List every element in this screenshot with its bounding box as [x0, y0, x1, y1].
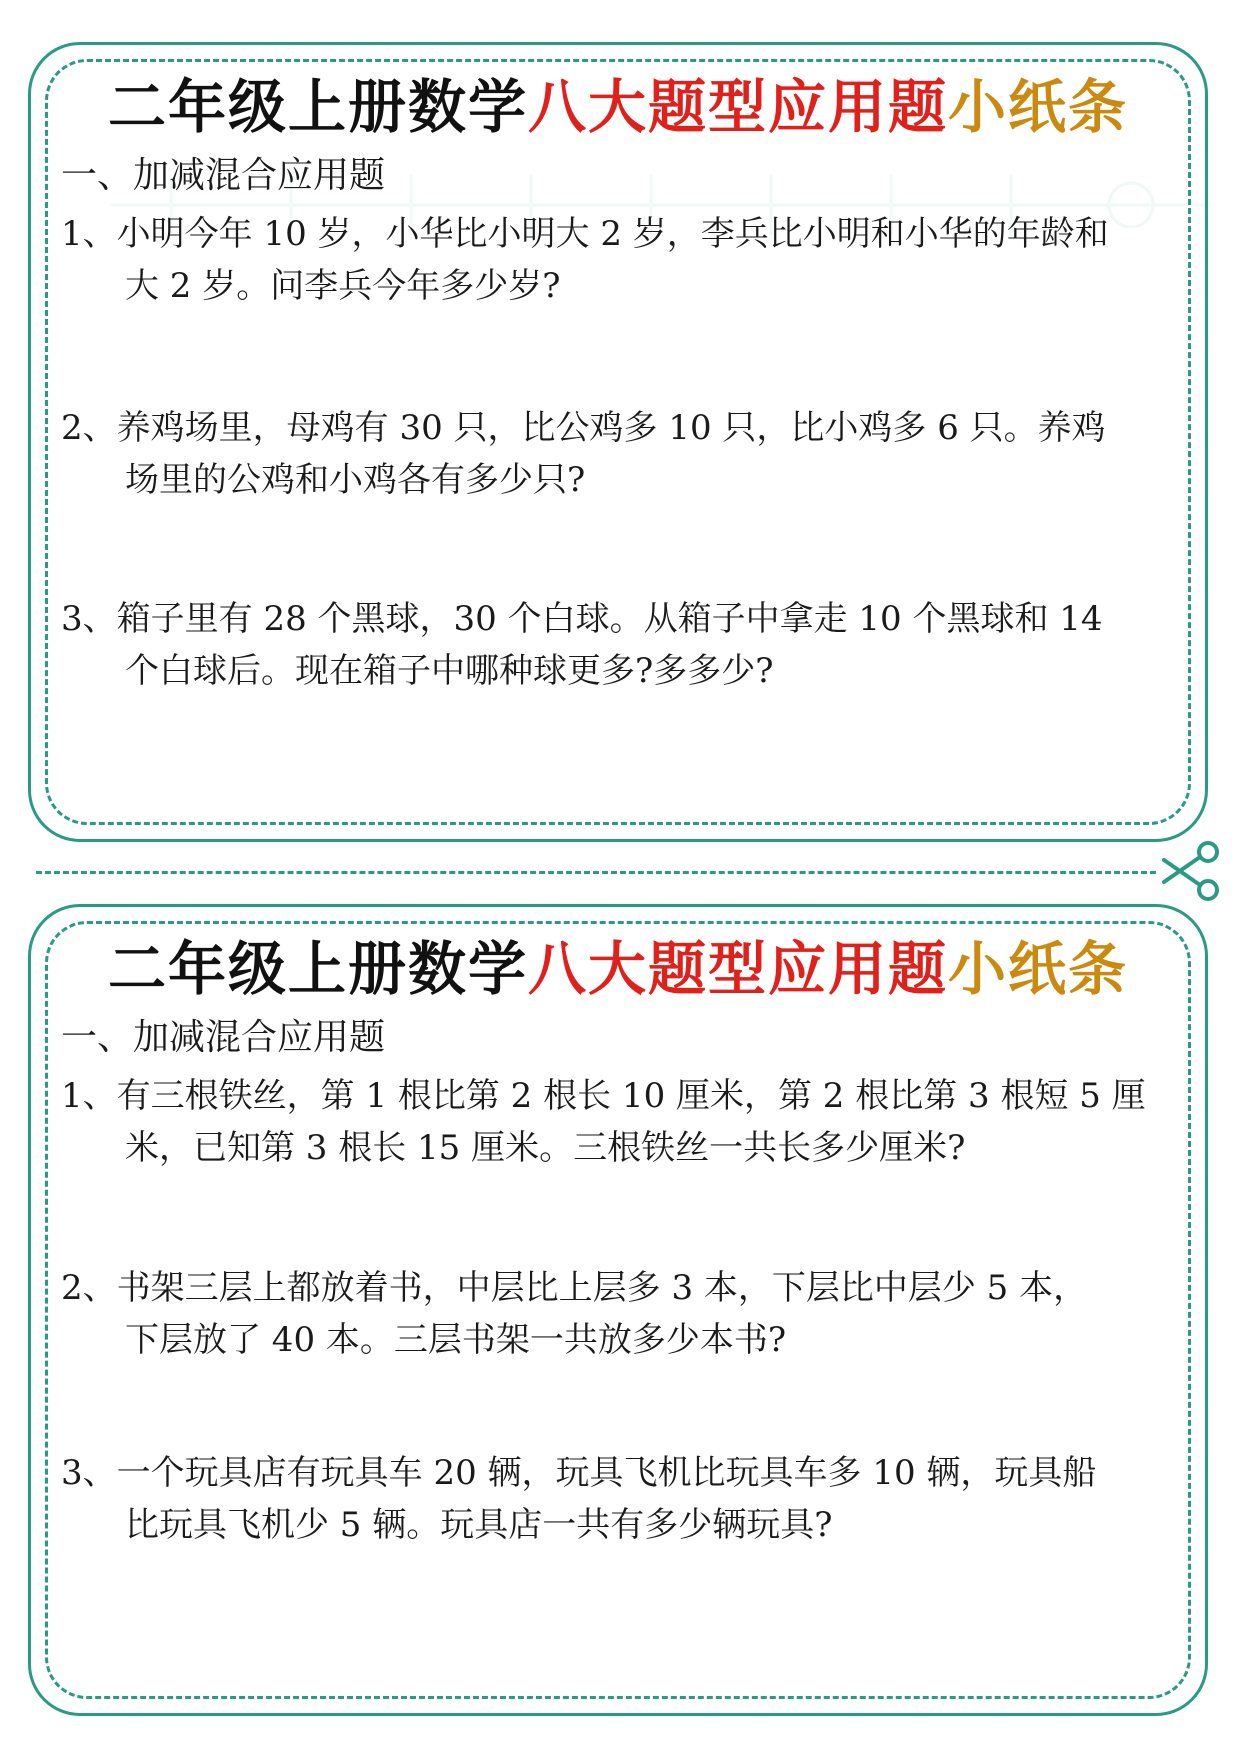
title-part-black: 二年级上册数学 — [107, 935, 528, 1003]
section-heading: 一、加减混合应用题 — [61, 155, 386, 196]
problem-line: 3、箱子里有 28 个黑球，30 个白球。从箱子中拿走 10 个黑球和 14 — [61, 599, 1103, 639]
problem-item — [61, 208, 1191, 312]
problem-item — [61, 1447, 1191, 1551]
problem-item — [61, 593, 1191, 697]
cut-line — [36, 871, 1156, 874]
problem-line: 2、养鸡场里，母鸡有 30 只，比公鸡多 10 只，比小鸡多 6 只。养鸡 — [61, 408, 1106, 448]
title-part-black: 二年级上册数学 — [107, 73, 528, 141]
title-part-gold: 小纸条 — [948, 935, 1129, 1003]
problem-line: 2、书架三层上都放着书，中层比上层多 3 本，下层比中层少 5 本， — [61, 1268, 1088, 1308]
problem-line: 1、有三根铁丝，第 1 根比第 2 根长 10 厘米，第 2 根比第 3 根短 5 厘 — [61, 1076, 1146, 1116]
title-part-red: 八大题型应用题 — [527, 73, 948, 141]
problem-line-continued: 个白球后。现在箱子中哪种球更多?多多少? — [125, 651, 774, 691]
card-title — [31, 929, 1205, 1009]
problem-item — [61, 1070, 1191, 1174]
title-part-gold: 小纸条 — [948, 73, 1129, 141]
section-heading: 一、加减混合应用题 — [61, 1017, 386, 1058]
title-part-red: 八大题型应用题 — [527, 935, 948, 1003]
problem-line-continued: 场里的公鸡和小鸡各有多少只? — [125, 460, 586, 500]
note-card-1 — [28, 42, 1208, 842]
scissors-icon — [1158, 838, 1224, 904]
problem-line: 1、小明今年 10 岁，小华比小明大 2 岁，李兵比小明和小华的年龄和 — [61, 214, 1109, 254]
problem-item — [61, 1262, 1191, 1366]
problem-line-continued: 下层放了 40 本。三层书架一共放多少本书? — [125, 1320, 787, 1360]
problem-line-continued: 米，已知第 3 根长 15 厘米。三根铁丝一共长多少厘米? — [125, 1128, 966, 1168]
card-title — [31, 67, 1205, 147]
problem-item — [61, 402, 1191, 506]
problem-line: 3、一个玩具店有玩具车 20 辆，玩具飞机比玩具车多 10 辆，玩具船 — [61, 1453, 1097, 1493]
problem-line-continued: 大 2 岁。问李兵今年多少岁? — [125, 266, 561, 306]
problem-line-continued: 比玩具飞机少 5 辆。玩具店一共有多少辆玩具? — [125, 1505, 833, 1545]
note-card-2 — [28, 904, 1208, 1716]
